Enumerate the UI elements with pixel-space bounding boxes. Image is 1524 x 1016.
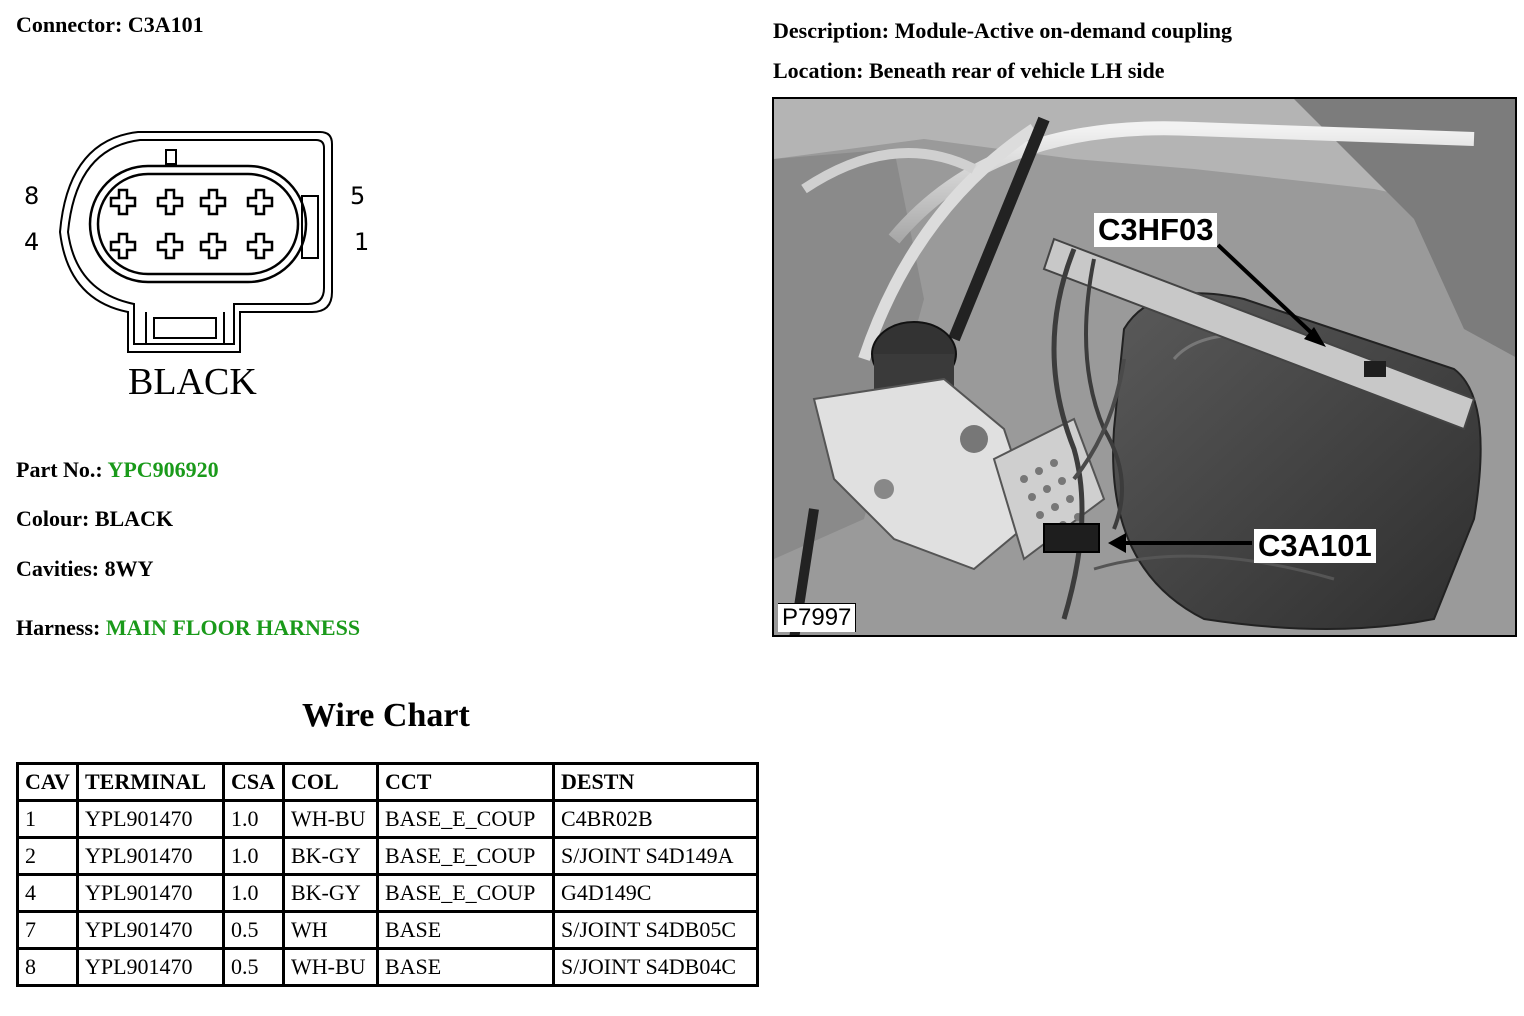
cavity-2 — [201, 234, 225, 258]
cell-destn: S/JOINT S4DB05C — [554, 912, 758, 949]
wire-chart-title: Wire Chart — [302, 697, 470, 734]
cell-destn: C4BR02B — [554, 801, 758, 838]
cell-cav: 1 — [18, 801, 78, 838]
harness-link[interactable]: MAIN FLOOR HARNESS — [105, 615, 361, 640]
column-header-csa: CSA — [224, 764, 284, 801]
cell-terminal: YPL901470 — [78, 875, 224, 912]
cell-col: WH-BU — [284, 801, 378, 838]
location-label: Location: — [773, 58, 864, 83]
cell-destn: S/JOINT S4D149A — [554, 838, 758, 875]
cell-terminal: YPL901470 — [78, 949, 224, 986]
table-row — [18, 801, 758, 838]
cell-cct: BASE_E_COUP — [378, 801, 554, 838]
column-header-cct: CCT — [378, 764, 554, 801]
cavity-4 — [111, 234, 135, 258]
cell-terminal: YPL901470 — [78, 801, 224, 838]
cell-destn: G4D149C — [554, 875, 758, 912]
cell-csa: 1.0 — [224, 875, 284, 912]
column-header-col: COL — [284, 764, 378, 801]
cell-csa: 0.5 — [224, 949, 284, 986]
cavity-5 — [248, 190, 272, 214]
callout-c3a101: C3A101 — [1254, 529, 1376, 563]
cell-cav: 8 — [18, 949, 78, 986]
harness-label: Harness: — [16, 615, 101, 640]
cell-terminal: YPL901470 — [78, 838, 224, 875]
description-value: Module-Active on-demand coupling — [894, 18, 1232, 43]
cavities-line — [16, 556, 153, 582]
harness-line — [16, 615, 360, 641]
cell-cct: BASE_E_COUP — [378, 838, 554, 875]
column-header-destn: DESTN — [554, 764, 758, 801]
cell-cct: BASE — [378, 949, 554, 986]
cell-cav: 2 — [18, 838, 78, 875]
table-row — [18, 875, 758, 912]
location-line — [773, 58, 1165, 84]
cell-cct: BASE — [378, 912, 554, 949]
cavity-7 — [158, 190, 182, 214]
cell-cct: BASE_E_COUP — [378, 875, 554, 912]
connector-value: C3A101 — [127, 12, 204, 37]
cell-col: BK-GY — [284, 838, 378, 875]
pin-label-4: 4 — [24, 228, 40, 256]
table-row — [18, 838, 758, 875]
cell-cav: 4 — [18, 875, 78, 912]
cavity-3 — [158, 234, 182, 258]
cell-csa: 0.5 — [224, 912, 284, 949]
photo-reference-number: P7997 — [778, 603, 856, 632]
cell-col: BK-GY — [284, 875, 378, 912]
connector-colour-caption: BLACK — [128, 361, 257, 403]
connector-label: Connector: — [16, 12, 123, 37]
cavity-6 — [201, 190, 225, 214]
colour-line — [16, 506, 173, 532]
cavity-1 — [248, 234, 272, 258]
location-photo — [772, 97, 1517, 637]
column-header-terminal: TERMINAL — [78, 764, 224, 801]
cell-col: WH-BU — [284, 949, 378, 986]
callout-c3hf03: C3HF03 — [1094, 213, 1217, 247]
cell-cav: 7 — [18, 912, 78, 949]
cell-destn: S/JOINT S4DB04C — [554, 949, 758, 986]
table-row — [18, 912, 758, 949]
pin-label-1: 1 — [354, 228, 370, 256]
cavities-label: Cavities: — [16, 556, 100, 581]
cell-terminal: YPL901470 — [78, 912, 224, 949]
table-row — [18, 949, 758, 986]
column-header-cav: CAV — [18, 764, 78, 801]
colour-value: BLACK — [94, 506, 174, 531]
wire-chart-table — [16, 762, 759, 987]
table-header-row — [18, 764, 758, 801]
cell-csa: 1.0 — [224, 838, 284, 875]
pin-label-8: 8 — [24, 182, 40, 210]
part-number-line — [16, 457, 219, 483]
cavity-grid — [111, 190, 272, 258]
cell-col: WH — [284, 912, 378, 949]
connector-heading — [16, 12, 204, 38]
cavity-8 — [111, 190, 135, 214]
part-number-link[interactable]: YPC906920 — [107, 457, 219, 482]
description-label: Description: — [773, 18, 890, 43]
cell-csa: 1.0 — [224, 801, 284, 838]
vehicle-underside-illustration — [774, 99, 1517, 637]
description-line — [773, 18, 1232, 44]
part-number-label: Part No.: — [16, 457, 103, 482]
colour-label: Colour: — [16, 506, 90, 531]
cavities-value: 8WY — [104, 556, 154, 581]
location-value: Beneath rear of vehicle LH side — [868, 58, 1165, 83]
pin-label-5: 5 — [350, 182, 366, 210]
